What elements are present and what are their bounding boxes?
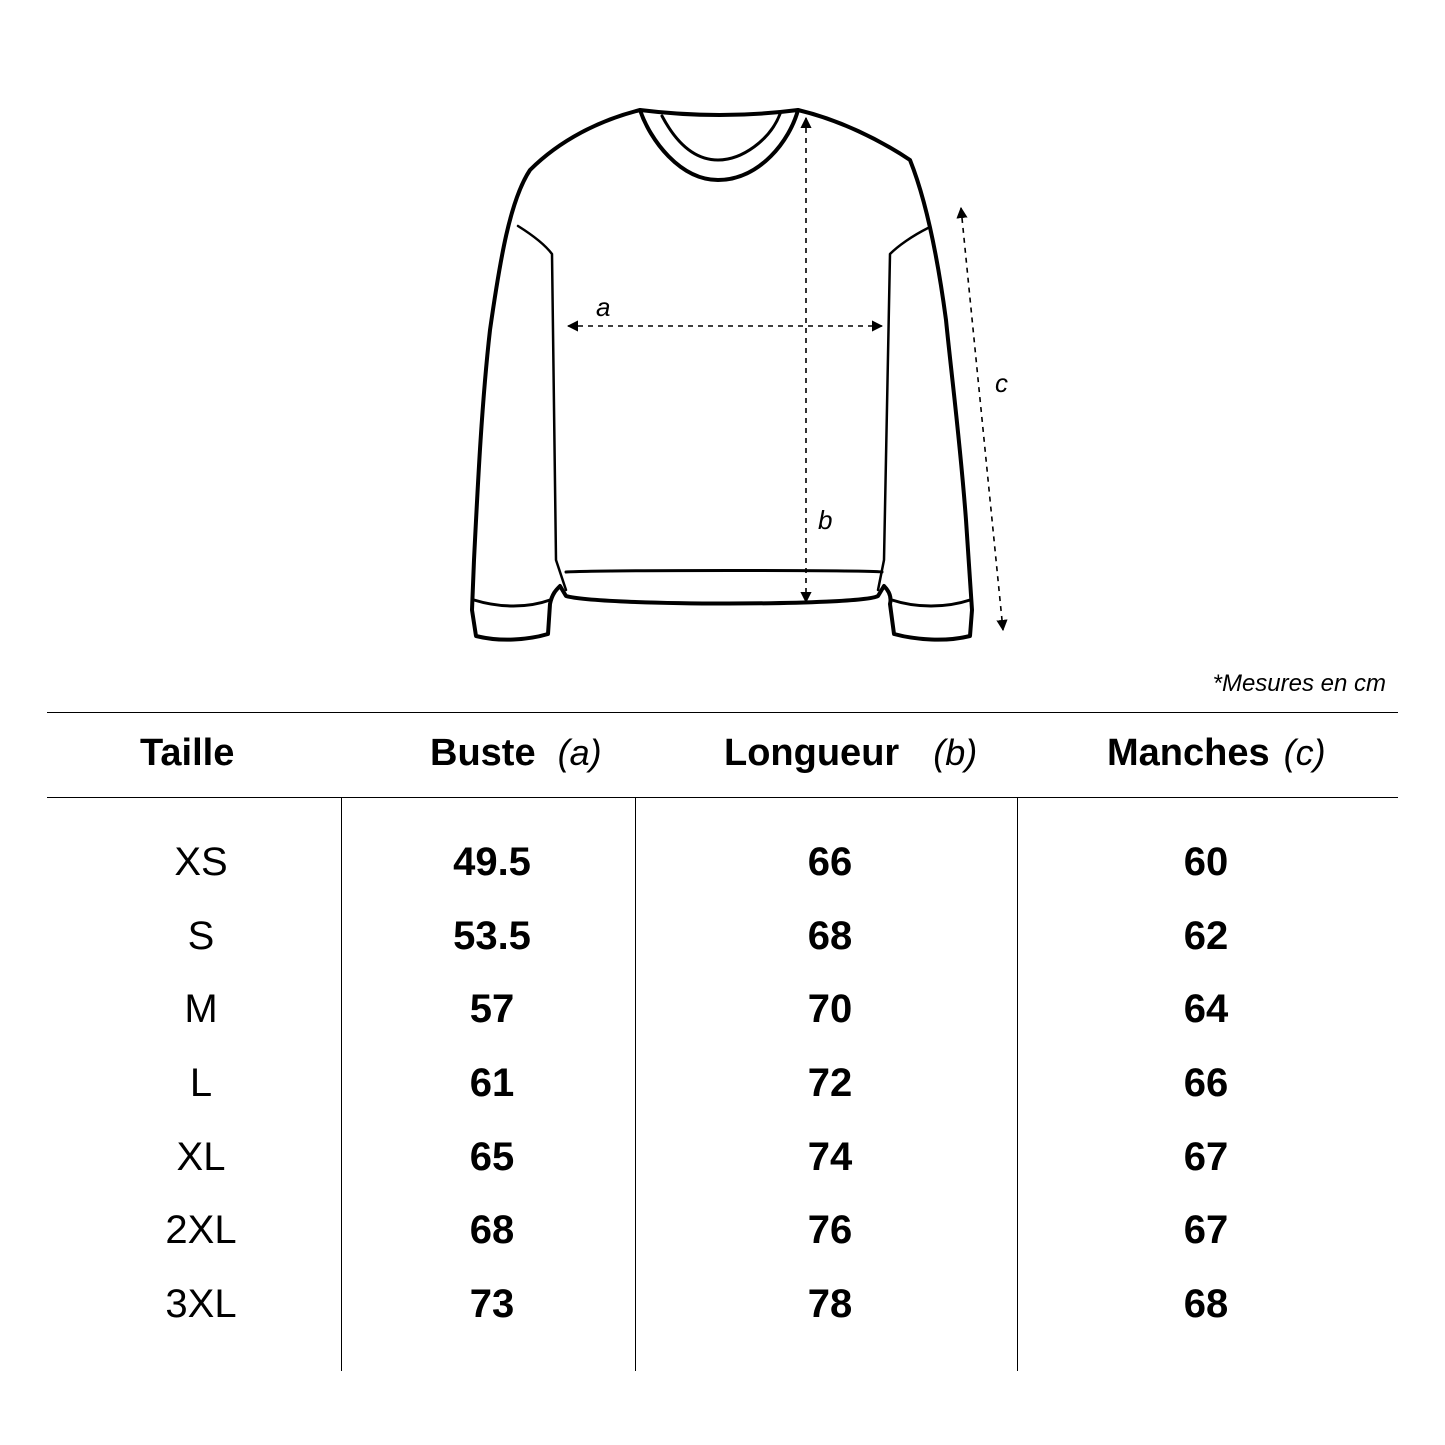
header-label: Manches: [1107, 732, 1270, 774]
size-cell: 3XL: [165, 1282, 237, 1327]
sweatshirt-outline: [472, 110, 972, 640]
header-buste: [430, 728, 602, 778]
table-row: [0, 826, 1445, 900]
size-cell: L: [189, 1061, 213, 1106]
table-row: [0, 900, 1445, 974]
longueur-cell: 68: [807, 913, 853, 958]
buste-cell: 65: [469, 1134, 515, 1179]
dimension-label-b: b: [818, 505, 833, 535]
longueur-cell: 66: [807, 840, 853, 884]
manches-cell: 66: [1183, 1061, 1229, 1106]
buste-cell: 73: [469, 1282, 515, 1327]
table-row: [0, 1194, 1445, 1268]
header-label: Longueur: [724, 732, 900, 774]
buste-cell: 53.5: [453, 913, 531, 958]
manches-cell: 67: [1183, 1208, 1229, 1253]
size-cell: 2XL: [165, 1208, 237, 1253]
buste-cell: 49.5: [453, 840, 531, 884]
longueur-cell: 74: [807, 1134, 853, 1179]
header-key: (a): [557, 732, 602, 773]
dimension-label-c: c: [995, 368, 1008, 398]
header-label: Buste: [430, 732, 536, 774]
longueur-cell: 78: [807, 1282, 853, 1327]
size-cell: XL: [176, 1134, 226, 1179]
size-table-body: [0, 826, 1445, 1342]
longueur-cell: 70: [807, 987, 853, 1032]
table-top-rule: [47, 712, 1398, 713]
dimension-label-a: a: [596, 292, 611, 322]
header-longueur: [724, 728, 977, 778]
size-cell: M: [184, 987, 218, 1032]
table-row: [0, 973, 1445, 1047]
manches-cell: 62: [1183, 913, 1229, 958]
units-note: *Mesures en cm: [1212, 670, 1386, 697]
manches-cell: 68: [1183, 1282, 1229, 1327]
manches-cell: 60: [1183, 840, 1229, 884]
manches-cell: 67: [1183, 1134, 1229, 1179]
table-row: [0, 1268, 1445, 1342]
header-taille: [140, 728, 234, 778]
buste-cell: 61: [469, 1061, 515, 1106]
table-row: [0, 1121, 1445, 1195]
header-label: Taille: [140, 732, 235, 774]
longueur-cell: 72: [807, 1061, 853, 1106]
header-key: (c): [1283, 732, 1326, 773]
size-cell: XS: [174, 840, 228, 884]
sweatshirt-diagram: [0, 0, 1445, 700]
buste-cell: 68: [469, 1208, 515, 1253]
table-row: [0, 1047, 1445, 1121]
size-cell: S: [187, 913, 215, 958]
buste-cell: 57: [469, 987, 515, 1032]
header-key: (b): [933, 732, 978, 773]
manches-cell: 64: [1183, 987, 1229, 1032]
header-manches: [1107, 728, 1326, 778]
table-header-rule: [47, 797, 1398, 798]
longueur-cell: 76: [807, 1208, 853, 1253]
